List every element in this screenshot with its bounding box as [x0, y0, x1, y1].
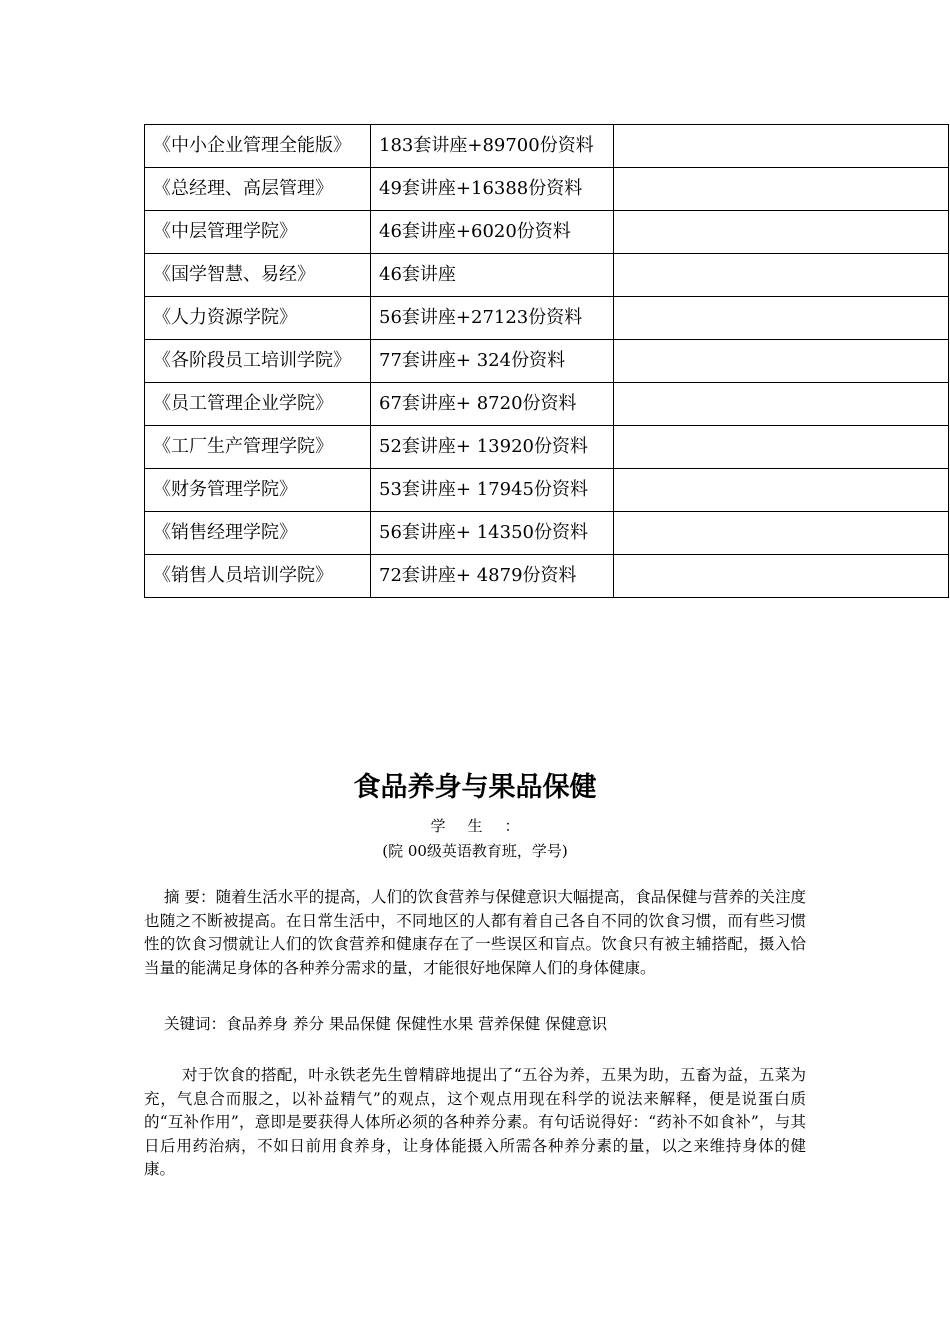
course-name-cell: 《中小企业管理全能版》	[145, 125, 371, 168]
course-note-cell	[614, 383, 949, 426]
table-row	[145, 555, 949, 598]
table-row	[145, 340, 949, 383]
student-label: 学生	[430, 817, 505, 835]
course-content-cell: 46套讲座+6020份资料	[371, 211, 614, 254]
student-line	[0, 815, 950, 837]
course-content-cell: 183套讲座+89700份资料	[371, 125, 614, 168]
course-name-cell: 《销售经理学院》	[145, 512, 371, 555]
course-content-cell: 56套讲座+ 14350份资料	[371, 512, 614, 555]
course-note-cell	[614, 211, 949, 254]
course-content-cell: 67套讲座+ 8720份资料	[371, 383, 614, 426]
course-name-cell: 《销售人员培训学院》	[145, 555, 371, 598]
article-title: 食品养身与果品保健	[353, 772, 597, 803]
keywords-paragraph	[164, 1013, 806, 1037]
abstract-text: ：随着生活水平的提高，人们的饮食营养与保健意识大幅提高，食品保健与营养的关注度也随之不断被提高。在日常生活中，不同地区的人都有着自己各自不同的饮食习惯，而有些习惯性的饮食习惯就让人们的饮食营养和健康存在了一些误区和盲点。饮食只有被主辅搭配，摄入恰当量的能满足身体的各种养分需求的量，才能很好地保障人们的身体健康。	[144, 888, 806, 977]
keywords-label: 关键词	[164, 1015, 211, 1033]
table-row	[145, 469, 949, 512]
abstract-label: 摘 要	[164, 888, 201, 906]
course-note-cell	[614, 469, 949, 512]
course-name-cell: 《员工管理企业学院》	[145, 383, 371, 426]
table-row	[145, 512, 949, 555]
table-row	[145, 211, 949, 254]
course-name-cell: 《财务管理学院》	[145, 469, 371, 512]
course-note-cell	[614, 125, 949, 168]
course-table	[144, 124, 949, 598]
course-content-cell: 46套讲座	[371, 254, 614, 297]
table-row	[145, 383, 949, 426]
course-note-cell	[614, 426, 949, 469]
course-note-cell	[614, 168, 949, 211]
course-note-cell	[614, 254, 949, 297]
course-note-cell	[614, 555, 949, 598]
course-name-cell: 《国学智慧、易经》	[145, 254, 371, 297]
student-colon: ：	[504, 817, 520, 835]
course-name-cell: 《人力资源学院》	[145, 297, 371, 340]
table-row	[145, 125, 949, 168]
course-content-cell: 49套讲座+16388份资料	[371, 168, 614, 211]
class-info: (院 00级英语教育班，学号)	[382, 842, 568, 860]
course-note-cell	[614, 340, 949, 383]
course-note-cell	[614, 297, 949, 340]
course-name-cell: 《工厂生产管理学院》	[145, 426, 371, 469]
course-content-cell: 72套讲座+ 4879份资料	[371, 555, 614, 598]
course-content-cell: 77套讲座+ 324份资料	[371, 340, 614, 383]
keywords-text: ：食品养身 养分 果品保健 保健性水果 营养保健 保健意识	[210, 1015, 608, 1033]
course-table-body	[145, 125, 949, 598]
course-name-cell: 《总经理、高层管理》	[145, 168, 371, 211]
course-content-cell: 53套讲座+ 17945份资料	[371, 469, 614, 512]
course-name-cell: 《中层管理学院》	[145, 211, 371, 254]
table-row	[145, 254, 949, 297]
body-paragraph: 对于饮食的搭配，叶永铁老先生曾精辟地提出了“五谷为养，五果为助，五畜为益，五菜为充，气息合而服之，以补益精气”的观点，这个观点用现在科学的说法来解释，便是说蛋白质的“互补作用”，意即是要获得人体所必须的各种养分素。有句话说得好：“药补不如食补”，与其日后用药治病，不如日前用食养身，让身体能摄入所需各种养分素的量，以之来维持身体的健康。	[144, 1066, 806, 1178]
abstract-paragraph	[144, 886, 806, 980]
table-row	[145, 297, 949, 340]
course-name-cell: 《各阶段员工培训学院》	[145, 340, 371, 383]
course-content-cell: 52套讲座+ 13920份资料	[371, 426, 614, 469]
course-content-cell: 56套讲座+27123份资料	[371, 297, 614, 340]
table-row	[145, 426, 949, 469]
course-note-cell	[614, 512, 949, 555]
table-row	[145, 168, 949, 211]
